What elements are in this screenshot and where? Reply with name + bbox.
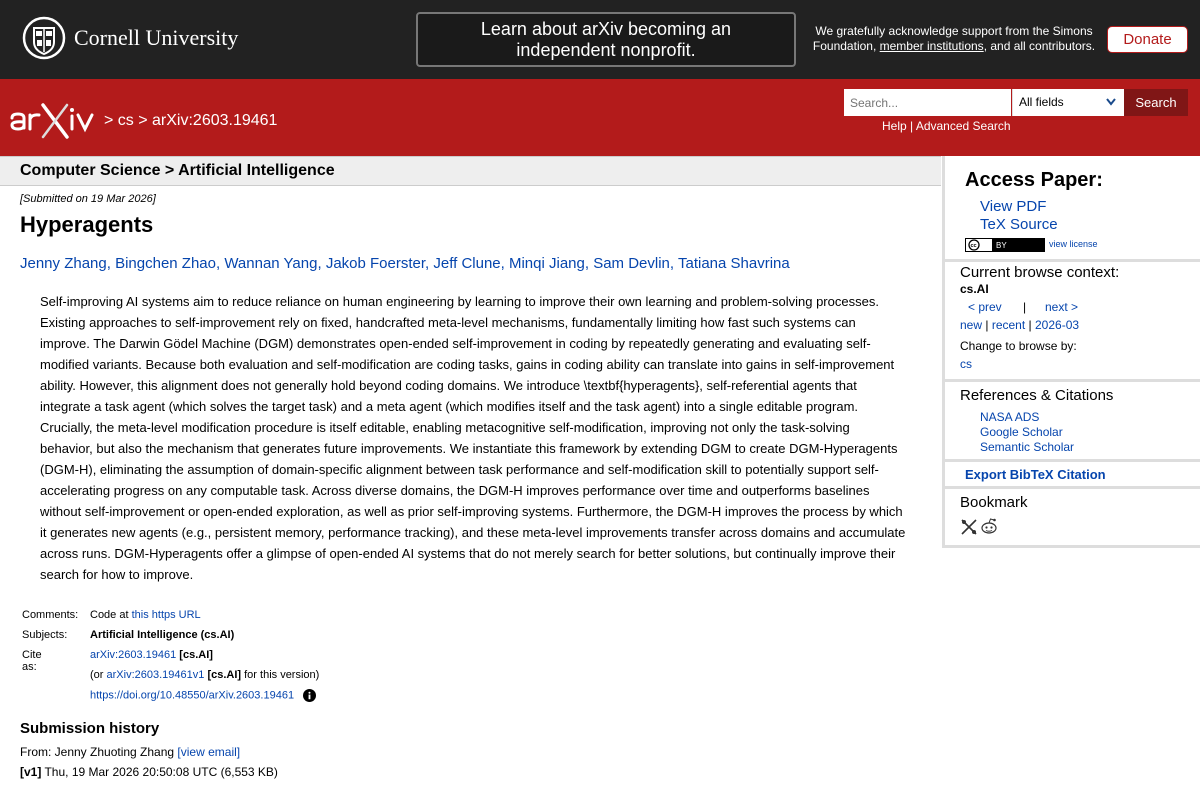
nonprofit-line-2: independent nonprofit. [516, 40, 696, 60]
recent-link[interactable]: recent [991, 318, 1026, 332]
view-email-link[interactable]: [view email] [177, 745, 241, 759]
google-scholar-link[interactable]: Google Scholar [980, 425, 1063, 439]
subjects-value: Artificial Intelligence (cs.AI) [90, 629, 235, 641]
university-name: Cornell University [74, 25, 239, 50]
info-icon[interactable] [303, 689, 316, 702]
cite-or: (or [90, 669, 104, 681]
view-pdf-link[interactable]: View PDF [980, 198, 1047, 215]
author-link[interactable]: Bingchen Zhao [115, 255, 216, 272]
bookmark-title: Bookmark [960, 494, 1028, 511]
listing-links [960, 318, 1079, 332]
next-link[interactable]: next > [1045, 300, 1079, 314]
access-paper-title: Access Paper: [965, 169, 1103, 191]
doi-link[interactable]: https://doi.org/10.48550/arXiv.2603.19461 [90, 689, 295, 702]
svg-text:cc: cc [970, 243, 977, 250]
listing-separator: | [985, 318, 989, 332]
cc-by-license-icon[interactable] [965, 238, 1045, 252]
tex-source-link[interactable]: TeX Source [980, 216, 1058, 233]
author-link[interactable]: Jenny Zhang [20, 255, 107, 272]
search-help-links [882, 119, 1011, 133]
paper-title: Hyperagents [20, 212, 154, 237]
browse-context-title: Current browse context: [960, 264, 1120, 281]
semantic-scholar-link[interactable]: Semantic Scholar [980, 440, 1075, 454]
cite-version-text: for this version) [244, 669, 320, 681]
author-link[interactable]: Minqi Jiang [508, 255, 585, 272]
cite-label: Cite as: [22, 649, 42, 673]
submission-history-title: Submission history [20, 720, 160, 737]
access-paper-box [945, 156, 1200, 262]
cite-id-link[interactable]: arXiv:2603.19461 [90, 649, 177, 661]
author-link[interactable]: Tatiana Shavrina [677, 255, 790, 272]
search-field-value: All fields [1019, 95, 1064, 109]
nasa-ads-link[interactable]: NASA ADS [980, 410, 1040, 424]
references-title: References & Citations [960, 387, 1114, 404]
authors-list: Jenny Zhang, Bingchen Zhao, Wannan Yang, Jakob Foerster, Jeff Clune, Minqi Jiang, Sam Devlin, Tatiana Shavrina [20, 255, 790, 272]
nonprofit-banner-button[interactable] [416, 12, 796, 67]
arxiv-logo-icon[interactable] [9, 103, 101, 139]
help-link[interactable]: Help [882, 119, 907, 133]
references-box [945, 382, 1200, 462]
subject-header-bar [0, 156, 941, 186]
cite-tag: [cs.AI] [179, 649, 213, 661]
support-text [806, 24, 1102, 54]
bibsonomy-icon[interactable] [960, 518, 978, 536]
view-license-link[interactable]: view license [1049, 239, 1098, 249]
version-1-text: Thu, 19 Mar 2026 20:50:08 UTC (6,553 KB) [44, 765, 278, 779]
month-link[interactable]: 2026-03 [1035, 318, 1080, 332]
search-input[interactable] [844, 89, 1011, 116]
chevron-down-icon [1106, 98, 1116, 106]
submitted-date: [Submitted on 19 Mar 2026] [20, 193, 156, 205]
listing-separator: | [1028, 318, 1032, 332]
donate-button[interactable]: Donate [1107, 26, 1188, 53]
version-1-entry [20, 765, 278, 779]
browse-cs-link[interactable]: cs [960, 357, 972, 371]
author-link[interactable]: Jeff Clune [433, 255, 501, 272]
cornell-logo[interactable] [22, 16, 238, 60]
advanced-search-link[interactable]: Advanced Search [915, 119, 1011, 133]
code-url-link[interactable]: this https URL [131, 609, 201, 621]
change-browse-label: Change to browse by: [960, 339, 1077, 353]
search-button[interactable]: Search [1124, 89, 1188, 116]
browse-context-box [945, 262, 1200, 382]
reddit-icon[interactable] [980, 517, 998, 535]
submission-from [20, 745, 240, 759]
breadcrumb[interactable]: > cs > arXiv:2603.19461 [104, 112, 278, 129]
search-field-select[interactable] [1012, 89, 1124, 116]
comments-text: Code at [90, 609, 129, 621]
cc-by-label: BY [996, 241, 1007, 250]
subject-header: Computer Science > Artificial Intelligence [20, 162, 335, 179]
cite-tag-v1: [cs.AI] [207, 669, 242, 681]
prev-link[interactable]: < prev [968, 300, 1002, 314]
author-link[interactable]: Wannan Yang [224, 255, 318, 272]
prev-next-separator: | [1023, 300, 1027, 314]
nonprofit-line-1: Learn about arXiv becoming an [480, 19, 732, 39]
subjects-label: Subjects: [22, 629, 68, 641]
abstract: Self-improving AI systems aim to reduce reliance on human engineering by learning to improve their own learning and problem-solving processes. Existing approaches to self-improvement rely on fixed, handcrafted meta-level mechanisms, fundamentally limiting how fast such systems can improve. The Darwin Gödel Machine (DGM) demonstrates open-ended self-improvement in coding by repeatedly generating and evaluating self-modified variants. Because both evaluation and self-modification are coding tasks, gains in coding ability can translate into gains in self-improvement ability. However, this alignment does not generally hold beyond coding domains. We introduce \textbf{hyperagents}, self-referential agents that integrate a task agent (which solves the target task) and a meta agent (which modifies itself and the task agent) into a single editable program. Crucially, the meta-level modification procedure is itself editable, enabling metacognitive self-modification, improving not only the task-solving behavior, but also the mechanism that generates future improvements. We instantiate this framework by extending DGM to create DGM-Hyperagents (DGM-H), eliminating the assumption of domain-specific alignment between task performance and self-modification skill to potentially support self-accelerating progress on any computable task. Across diverse domains, the DGM-H improves performance over time and outperforms baselines without self-improvement or open-ended exploration, as well as prior self-improving systems. Furthermore, the DGM-H improves the process by which it generates new agents (e.g., persistent memory, performance tracking), and these meta-level improvements transfer across domains and accumulate across runs. DGM-Hyperagents offer a glimpse of open-ended AI systems that do not merely search for better solutions, but continually improve their search for how to improve. [40, 294, 906, 582]
submitter-name: From: Jenny Zhuoting Zhang [20, 745, 175, 759]
sidebar [942, 156, 1200, 548]
author-link[interactable]: Jakob Foerster [325, 255, 426, 272]
top-bar [0, 0, 1200, 79]
bibtex-box [945, 462, 1200, 489]
new-link[interactable]: new [960, 318, 983, 332]
cornell-seal-icon [22, 16, 66, 60]
member-institutions-link[interactable]: member institutions [879, 39, 984, 53]
version-1-label[interactable]: [v1] [20, 765, 42, 779]
export-bibtex-link[interactable]: Export BibTeX Citation [965, 467, 1106, 482]
author-link[interactable]: Sam Devlin [593, 255, 670, 272]
arxiv-header [0, 79, 1200, 156]
support-pre: We gratefully acknowledge support from the Simons Foundation, [812, 24, 1093, 53]
cite-v1-link[interactable]: arXiv:2603.19461v1 [106, 669, 205, 681]
support-post: , and all contributors. [983, 39, 1096, 53]
browse-context-value: cs.AI [960, 282, 989, 296]
help-separator: | [910, 119, 914, 133]
comments-label: Comments: [22, 609, 79, 621]
